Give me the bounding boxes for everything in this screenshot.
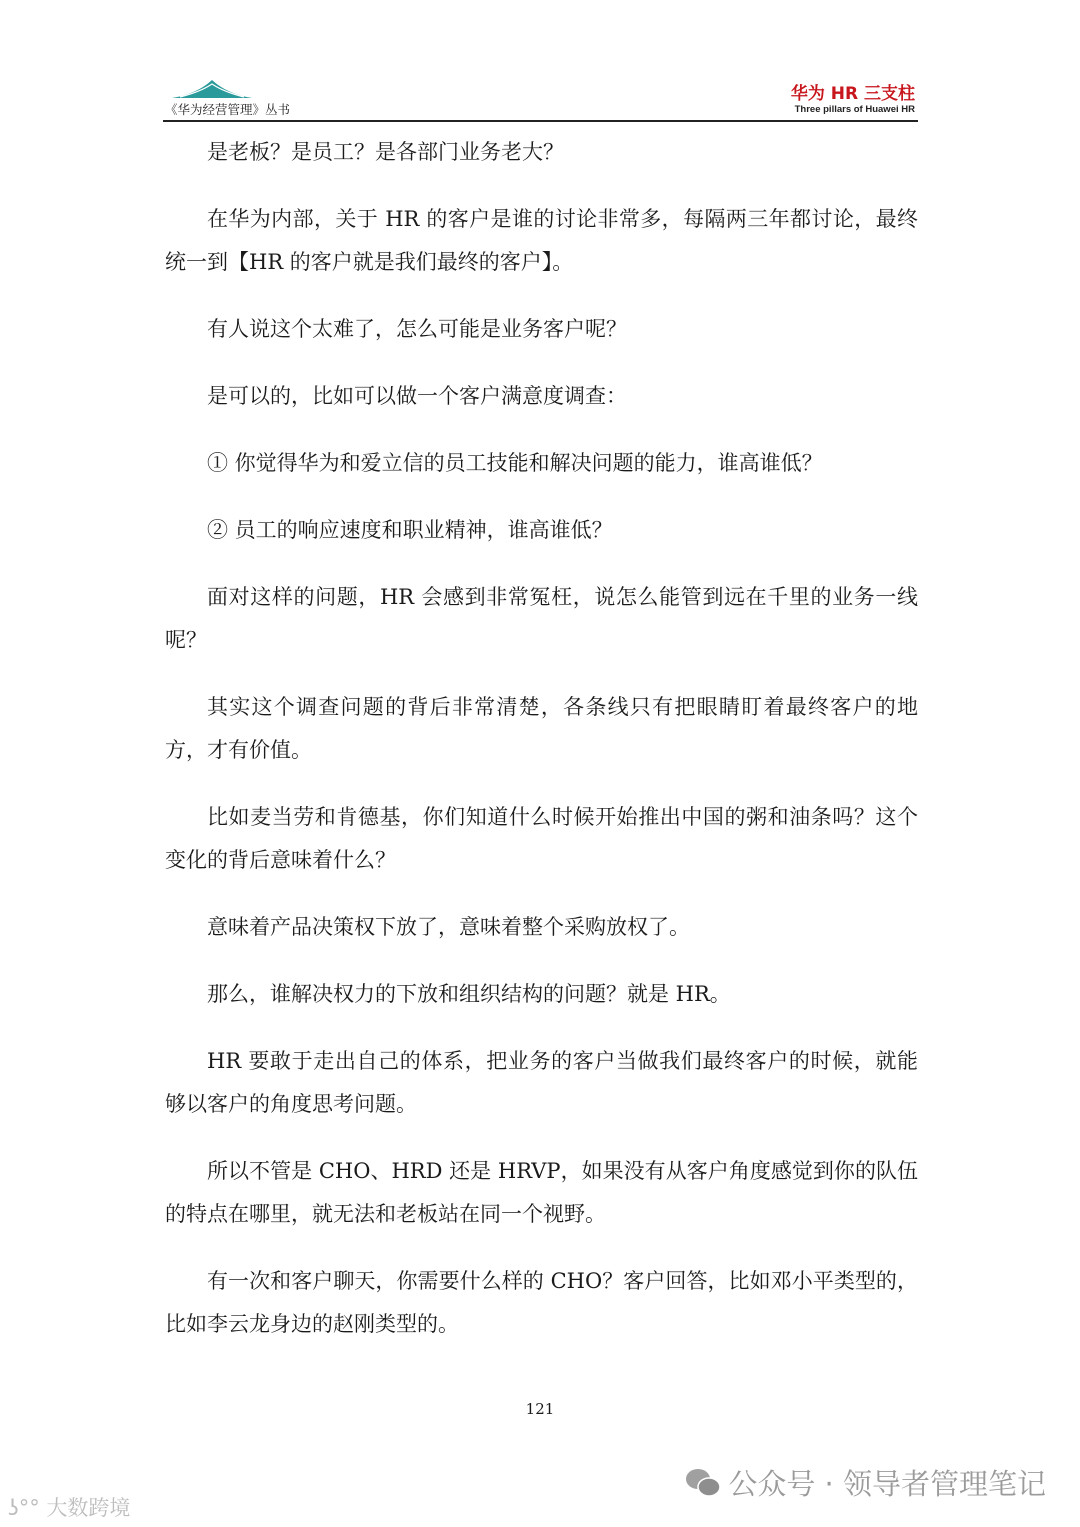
brand-title-cn: 华为 HR 三支柱 (790, 84, 915, 104)
wechat-watermark (684, 1462, 1046, 1503)
paragraph: ① 你觉得华为和爱立信的员工技能和解决问题的能力，谁高谁低？ (207, 451, 823, 475)
paragraph: 在华为内部，关于 HR 的客户是谁的讨论非常多，每隔两三年都讨论，最终统一到【HR 的客户就是我们最终的客户】。 (165, 207, 918, 274)
source-watermark (8, 1492, 130, 1522)
paragraph: 其实这个调查问题的背后非常清楚，各条线只有把眼睛盯着最终客户的地方，才有价值。 (165, 695, 918, 762)
header-divider (163, 120, 918, 122)
paragraph: 意味着产品决策权下放了，意味着整个采购放权了。 (207, 915, 690, 939)
paragraph: ② 员工的响应速度和职业精神，谁高谁低？ (207, 518, 613, 542)
paragraph: 是老板？是员工？是各部门业务老大？ (207, 140, 564, 164)
wechat-icon (684, 1467, 722, 1499)
wechat-account-label: 公众号 · 领导者管理笔记 (728, 1467, 1046, 1501)
book-series-title: 《华为经营管理》丛书 (165, 102, 291, 117)
book-brand (791, 84, 915, 115)
paragraph: HR 要敢于走出自己的体系，把业务的客户当做我们最终客户的时候，就能够以客户的角度思考问题。 (165, 1049, 918, 1116)
paragraph: 所以不管是 CHO、HRD 还是 HRVP，如果没有从客户角度感觉到你的队伍的特点在哪里，就无法和老板站在同一个视野。 (165, 1159, 918, 1226)
page-number: 121 (525, 1400, 555, 1418)
paragraph: 是可以的，比如可以做一个客户满意度调查： (207, 384, 627, 408)
page-body (165, 131, 918, 1370)
brand-title-en: Three pillars of Huawei HR (794, 104, 915, 115)
source-logo-icon: ʖ°° (8, 1496, 40, 1520)
paragraph: 面对这样的问题，HR 会感到非常冤枉，说怎么能管到远在千里的业务一线呢？ (165, 585, 918, 652)
paragraph: 比如麦当劳和肯德基，你们知道什么时候开始推出中国的粥和油条吗？这个变化的背后意味着什么？ (165, 805, 918, 872)
paragraph: 有一次和客户聊天，你需要什么样的 CHO？客户回答，比如邓小平类型的，比如李云龙身边的赵刚类型的。 (165, 1269, 918, 1336)
paragraph: 有人说这个太难了，怎么可能是业务客户呢？ (207, 317, 627, 341)
book-series-logo-icon (172, 78, 252, 100)
source-label: 大数跨境 (46, 1496, 131, 1520)
paragraph: 那么，谁解决权力的下放和组织结构的问题？就是 HR。 (207, 982, 731, 1006)
